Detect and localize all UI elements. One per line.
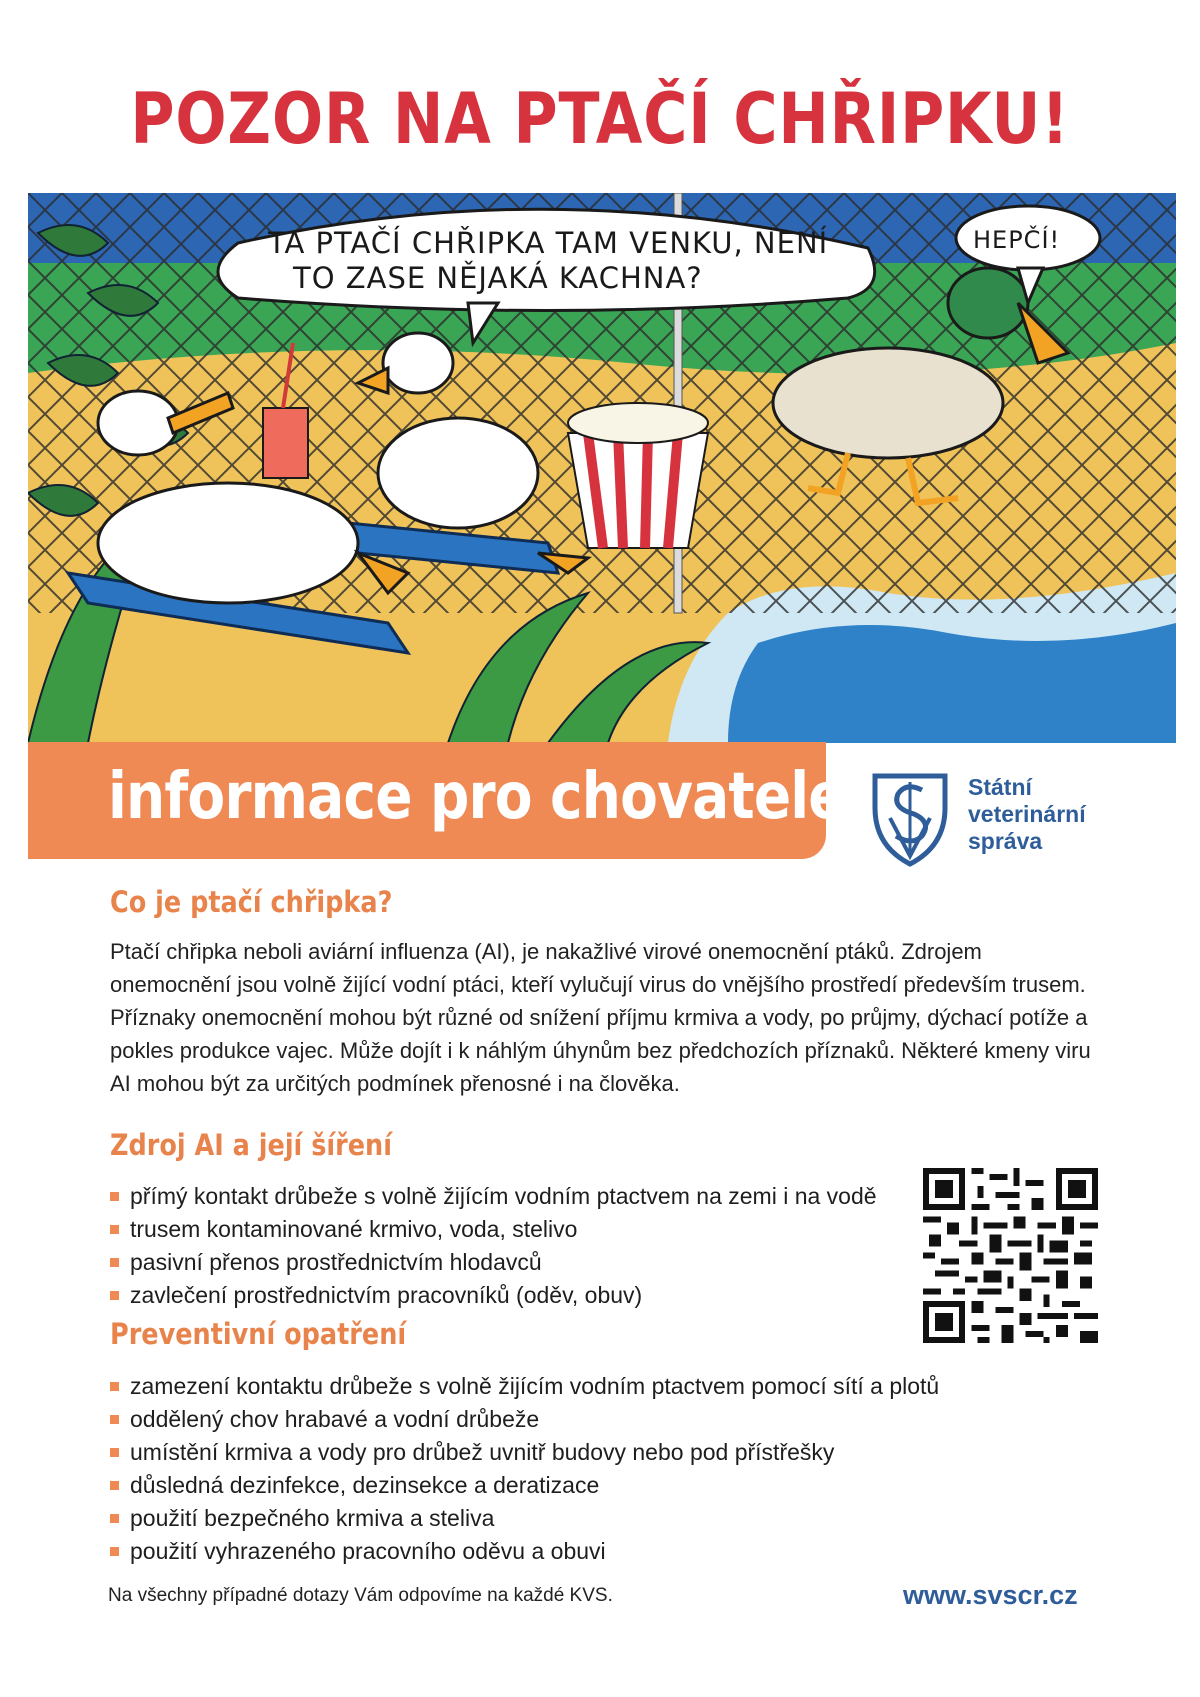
poster-title: POZOR NA PTAČÍ CHŘIPKU! (130, 78, 1070, 160)
svs-logo-icon (870, 768, 950, 868)
list-item: použití vyhrazeného pracovního oděvu a obuvi (110, 1535, 939, 1568)
list-item: důsledná dezinfekce, dezinsekce a deratizace (110, 1469, 939, 1502)
logo-name-line-3: správa (968, 828, 1043, 854)
list-item: zavlečení prostřednictvím pracovníků (oděv, obuv) (110, 1279, 877, 1312)
orange-banner (28, 742, 845, 859)
footer-note: Na všechny případné dotazy Vám odpovíme na každé KVS. (108, 1585, 613, 1606)
speech-bubble-sneeze: HEPČÍ! (973, 226, 1061, 254)
list-item: použití bezpečného krmiva a steliva (110, 1502, 939, 1535)
list-item: trusem kontaminované krmivo, voda, stelivo (110, 1213, 877, 1246)
website-link[interactable]: www.svscr.cz (903, 1580, 1078, 1610)
list-item: oddělený chov hrabavé a vodní drůbeže (110, 1403, 939, 1436)
source-list (110, 1180, 877, 1312)
list-item: pasivní přenos prostřednictvím hlodavců (110, 1246, 877, 1279)
section-paragraph-what-is: Ptačí chřipka neboli aviární influenza (AI), je nakažlivé virové onemocnění ptáků. Zdrojem onemocnění jsou volně žijící vodní ptáci, kteří vylučují virus do vnějšího prostředí především trusem. Příznaky onemocnění mohou být různé od snížení příjmu krmiva a vody, po průjmy, dýchací potíže a pokles produkce vajec. Může dojít i k náhlým úhynům bez předchozích příznaků. Některé kmeny viru AI mohou být za určitých podmínek přenosné i na člověka. (110, 939, 1091, 1096)
prevention-list (110, 1370, 939, 1568)
list-item: přímý kontakt drůbeže s volně žijícím vodním ptactvem na zemi i na vodě (110, 1180, 877, 1213)
section-heading-what-is: Co je ptačí chřipka? (110, 885, 393, 919)
logo-name (968, 774, 1086, 855)
speech-bubble-line-1: TA PTAČÍ CHŘIPKA TAM VENKU, NENÍ (268, 226, 829, 260)
logo-name-line-1: Státní (968, 774, 1032, 800)
speech-bubble-line-2: TO ZASE NĚJAKÁ KACHNA? (293, 261, 703, 295)
list-item: zamezení kontaktu drůbeže s volně žijícím vodním ptactvem pomocí sítí a plotů (110, 1370, 939, 1403)
section-heading-prevention: Preventivní opatření (110, 1317, 407, 1351)
banner-title: informace pro chovatele (108, 760, 845, 834)
section-heading-source: Zdroj AI a její šíření (110, 1128, 392, 1162)
qr-code-icon[interactable] (923, 1168, 1098, 1343)
cartoon-illustration (28, 193, 1176, 743)
logo-name-line-2: veterinární (968, 801, 1086, 827)
list-item: umístění krmiva a vody pro drůbež uvnitř budovy nebo pod přístřešky (110, 1436, 939, 1469)
